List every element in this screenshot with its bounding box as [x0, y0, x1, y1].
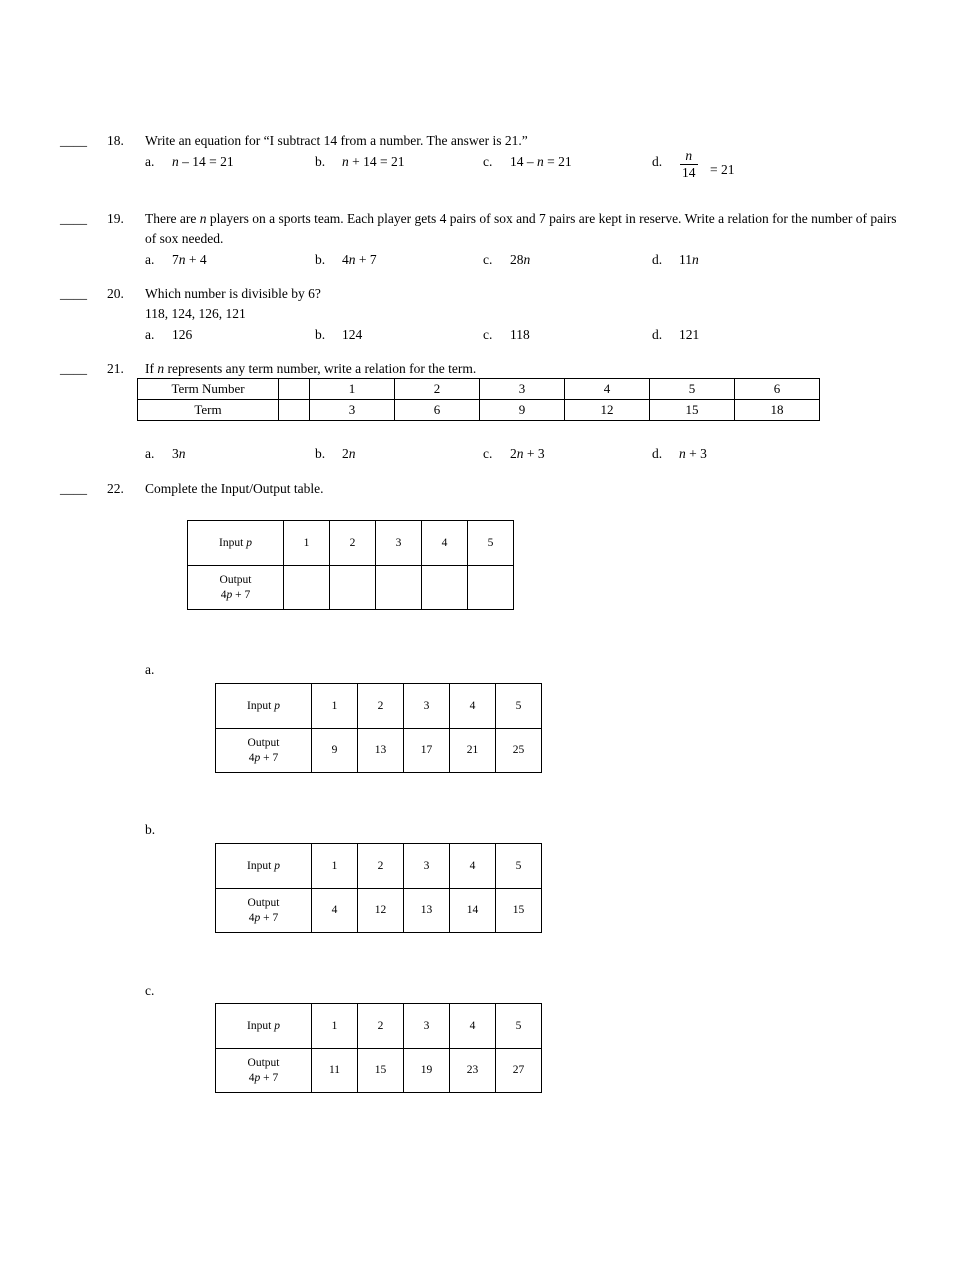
table-header-cell: Term Number — [138, 379, 279, 400]
table-cell: 5 — [496, 1004, 542, 1049]
choice-label: b. — [315, 446, 326, 461]
table-row — [216, 1004, 542, 1049]
output-label-line1: Output — [247, 1056, 280, 1069]
question-number: 20. — [107, 286, 124, 301]
choice-a — [145, 250, 207, 270]
choice-value: 14 – n = 21 — [510, 154, 572, 169]
input-label-cell — [216, 684, 312, 729]
table-cell: 1 — [284, 521, 330, 566]
table-cell — [376, 566, 422, 610]
choice-label: b. — [315, 327, 326, 342]
table-cell: 6 — [395, 400, 480, 421]
choice-a — [145, 444, 186, 464]
table-cell: 15 — [358, 1049, 404, 1093]
output-label-line2: 4p + 7 — [248, 911, 279, 924]
table-cell: 23 — [450, 1049, 496, 1093]
choice-label: d. — [652, 327, 663, 342]
choice-d — [652, 325, 699, 345]
table-header-cell: Term — [138, 400, 279, 421]
table-cell: 12 — [358, 889, 404, 933]
choice-label: c. — [483, 252, 493, 267]
answer-blank: ____ — [60, 133, 87, 148]
io-table-option-a — [215, 683, 542, 773]
choice-value: n + 3 — [679, 446, 707, 461]
table-row — [188, 566, 514, 610]
choice-value: 28n — [510, 252, 531, 267]
question-prompt: If n represents any term number, write a relation for the term. — [145, 361, 477, 376]
fraction — [680, 148, 698, 181]
table-cell: 25 — [496, 729, 542, 773]
choice-a — [145, 152, 234, 172]
table-cell: 18 — [735, 400, 820, 421]
choice-d — [652, 250, 699, 270]
choice-label: a. — [145, 446, 155, 461]
table-cell — [422, 566, 468, 610]
table-cell — [468, 566, 514, 610]
choice-value: 124 — [342, 327, 363, 342]
option-letter-a: a. — [145, 662, 155, 677]
choice-d-label: d. — [652, 154, 663, 169]
choice-value: n – 14 = 21 — [172, 154, 234, 169]
table-cell: 19 — [404, 1049, 450, 1093]
output-label-line2: 4p + 7 — [248, 1071, 279, 1084]
table-cell: 5 — [496, 844, 542, 889]
choice-label: a. — [145, 154, 155, 169]
table-cell: 2 — [395, 379, 480, 400]
choice-b — [315, 325, 362, 345]
choice-label: c. — [483, 446, 493, 461]
table-cell: 4 — [422, 521, 468, 566]
table-cell: 13 — [358, 729, 404, 773]
io-table-main — [187, 520, 514, 610]
choice-value: 11n — [679, 252, 699, 267]
table-cell: 21 — [450, 729, 496, 773]
choice-value: 126 — [172, 327, 193, 342]
table-cell: 13 — [404, 889, 450, 933]
table-cell: 1 — [310, 379, 395, 400]
question-number: 22. — [107, 481, 124, 496]
table-cell: 5 — [496, 684, 542, 729]
table-cell: 4 — [312, 889, 358, 933]
table-cell: 27 — [496, 1049, 542, 1093]
question-prompt: Write an equation for “I subtract 14 from a number. The answer is 21.” — [145, 133, 528, 148]
choice-value: 118 — [510, 327, 530, 342]
output-label-cell — [216, 889, 312, 933]
question-prompt: Complete the Input/Output table. — [145, 481, 324, 496]
choice-value: 2n + 3 — [510, 446, 545, 461]
fraction-denominator: 14 — [682, 165, 696, 180]
table-cell: 2 — [358, 684, 404, 729]
table-cell: 5 — [650, 379, 735, 400]
table-cell: 17 — [404, 729, 450, 773]
table-row — [216, 729, 542, 773]
choice-label: b. — [315, 252, 326, 267]
choice-b — [315, 152, 404, 172]
table-cell: 12 — [565, 400, 650, 421]
table-cell: 9 — [312, 729, 358, 773]
choice-c — [483, 250, 530, 270]
choice-label: a. — [145, 252, 155, 267]
choice-value: 7n + 4 — [172, 252, 207, 267]
input-label-cell — [216, 844, 312, 889]
answer-blank: ____ — [60, 211, 87, 226]
table-cell: 2 — [358, 844, 404, 889]
table-cell — [279, 379, 310, 400]
table-row — [216, 684, 542, 729]
table-row — [138, 400, 820, 421]
choice-c — [483, 152, 572, 172]
table-cell: 15 — [650, 400, 735, 421]
choice-c — [483, 444, 545, 464]
choice-label: b. — [315, 154, 326, 169]
output-label-cell — [216, 1049, 312, 1093]
table-cell: 4 — [565, 379, 650, 400]
table-cell: 1 — [312, 844, 358, 889]
choice-value: 2n — [342, 446, 356, 461]
input-label: Input p — [247, 859, 280, 872]
table-cell: 6 — [735, 379, 820, 400]
fraction-rhs: = 21 — [710, 162, 735, 177]
table-cell: 11 — [312, 1049, 358, 1093]
table-cell: 14 — [450, 889, 496, 933]
question-number: 19. — [107, 211, 124, 226]
question-prompt: There are n players on a sports team. Each player gets 4 pairs of sox and 7 pairs are kept in reserve. Write a relation for the number of pairs of sox needed. — [145, 211, 897, 246]
question-prompt-line2: 118, 124, 126, 121 — [145, 306, 246, 321]
output-label-line1: Output — [247, 896, 280, 909]
table-cell: 4 — [450, 684, 496, 729]
option-letter-b: b. — [145, 822, 156, 837]
input-label: Input p — [247, 1019, 280, 1032]
table-cell: 4 — [450, 1004, 496, 1049]
choice-value: 121 — [679, 327, 700, 342]
table-row — [138, 379, 820, 400]
question-prompt: Which number is divisible by 6? — [145, 286, 321, 301]
io-table-option-b — [215, 843, 542, 933]
fraction-numerator: n — [680, 148, 698, 165]
term-table — [137, 378, 820, 421]
input-label: Input p — [219, 536, 252, 549]
table-cell: 3 — [310, 400, 395, 421]
choice-value: 4n + 7 — [342, 252, 377, 267]
io-table-option-c — [215, 1003, 542, 1093]
choice-d — [652, 444, 707, 464]
table-cell: 2 — [330, 521, 376, 566]
table-cell: 5 — [468, 521, 514, 566]
table-cell: 3 — [376, 521, 422, 566]
question-number: 18. — [107, 133, 124, 148]
table-cell: 3 — [404, 684, 450, 729]
table-cell: 3 — [480, 379, 565, 400]
output-label-cell — [188, 566, 284, 610]
choice-label: a. — [145, 327, 155, 342]
table-cell: 15 — [496, 889, 542, 933]
table-cell: 9 — [480, 400, 565, 421]
table-row — [216, 1049, 542, 1093]
table-cell: 1 — [312, 1004, 358, 1049]
table-cell: 3 — [404, 1004, 450, 1049]
choice-b — [315, 250, 377, 270]
table-cell: 2 — [358, 1004, 404, 1049]
table-row — [216, 844, 542, 889]
choice-c — [483, 325, 530, 345]
table-cell: 3 — [404, 844, 450, 889]
choice-value: 3n — [172, 446, 186, 461]
answer-blank: ____ — [60, 286, 87, 301]
question-number: 21. — [107, 361, 124, 376]
answer-blank: ____ — [60, 481, 87, 496]
choice-b — [315, 444, 356, 464]
table-cell: 4 — [450, 844, 496, 889]
table-cell — [284, 566, 330, 610]
output-label-cell — [216, 729, 312, 773]
table-row — [216, 889, 542, 933]
table-cell: 1 — [312, 684, 358, 729]
choice-label: d. — [652, 446, 663, 461]
table-row — [188, 521, 514, 566]
option-letter-c: c. — [145, 983, 155, 998]
output-label-line2: 4p + 7 — [220, 588, 251, 601]
input-label: Input p — [247, 699, 280, 712]
output-label-line2: 4p + 7 — [248, 751, 279, 764]
output-label-line1: Output — [219, 573, 252, 586]
answer-blank: ____ — [60, 361, 87, 376]
table-cell — [330, 566, 376, 610]
choice-a — [145, 325, 192, 345]
choice-label: c. — [483, 327, 493, 342]
output-label-line1: Output — [247, 736, 280, 749]
choice-value: n + 14 = 21 — [342, 154, 405, 169]
input-label-cell — [188, 521, 284, 566]
choice-label: c. — [483, 154, 493, 169]
input-label-cell — [216, 1004, 312, 1049]
table-cell — [279, 400, 310, 421]
choice-label: d. — [652, 252, 663, 267]
